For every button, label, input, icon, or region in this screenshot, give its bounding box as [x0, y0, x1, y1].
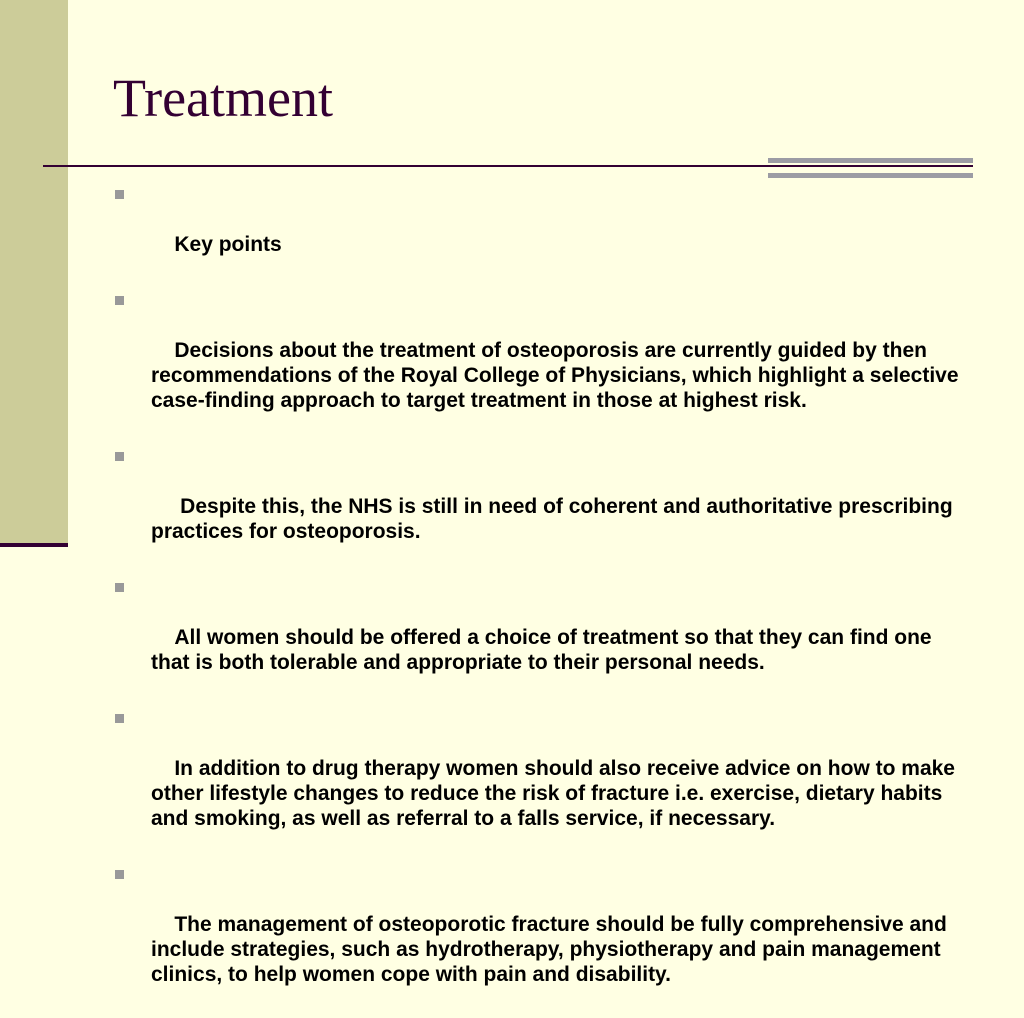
bullet-item-lifestyle — [113, 706, 963, 856]
bullet-text: Decisions about the treatment of osteoporosis are currently guided by then recommendations of the Royal College of Physicians, which highlight a selective case-finding approach to target treatment in those at highest risk. — [151, 339, 965, 412]
accent-bar-bottom — [768, 173, 973, 178]
bullet-text: Key points — [174, 233, 282, 256]
bullet-text: In addition to drug therapy women should also receive advice on how to make other lifestyle changes to reduce the risk of fracture i.e. exercise, dietary habits and smoking, as well as referral to a falls service, if necessary. — [151, 757, 961, 830]
bullet-list — [113, 182, 963, 1018]
square-bullet-icon — [115, 190, 124, 199]
slide-title: Treatment — [113, 68, 333, 128]
bullet-text: The management of osteoporotic fracture should be fully comprehensive and include strategies, such as hydrotherapy, physiotherapy and pain management clinics, to help women cope with pain and disability. — [151, 913, 953, 986]
square-bullet-icon — [115, 870, 124, 879]
bullet-item-nhs — [113, 444, 963, 569]
left-band-base-line — [0, 543, 68, 547]
bullet-item-key-points — [113, 182, 963, 282]
square-bullet-icon — [115, 452, 124, 461]
bullet-item-decisions — [113, 288, 963, 438]
accent-bar-top — [768, 158, 973, 163]
title-divider-line — [43, 165, 973, 167]
left-decorative-band — [0, 0, 68, 546]
bullet-item-management — [113, 862, 963, 1012]
bullet-text: All women should be offered a choice of treatment so that they can find one that is both tolerable and appropriate to their personal needs. — [151, 626, 938, 674]
bullet-text: Despite this, the NHS is still in need of coherent and authoritative prescribing practices for osteoporosis. — [151, 495, 959, 543]
bullet-item-choice — [113, 575, 963, 700]
square-bullet-icon — [115, 714, 124, 723]
square-bullet-icon — [115, 296, 124, 305]
square-bullet-icon — [115, 583, 124, 592]
